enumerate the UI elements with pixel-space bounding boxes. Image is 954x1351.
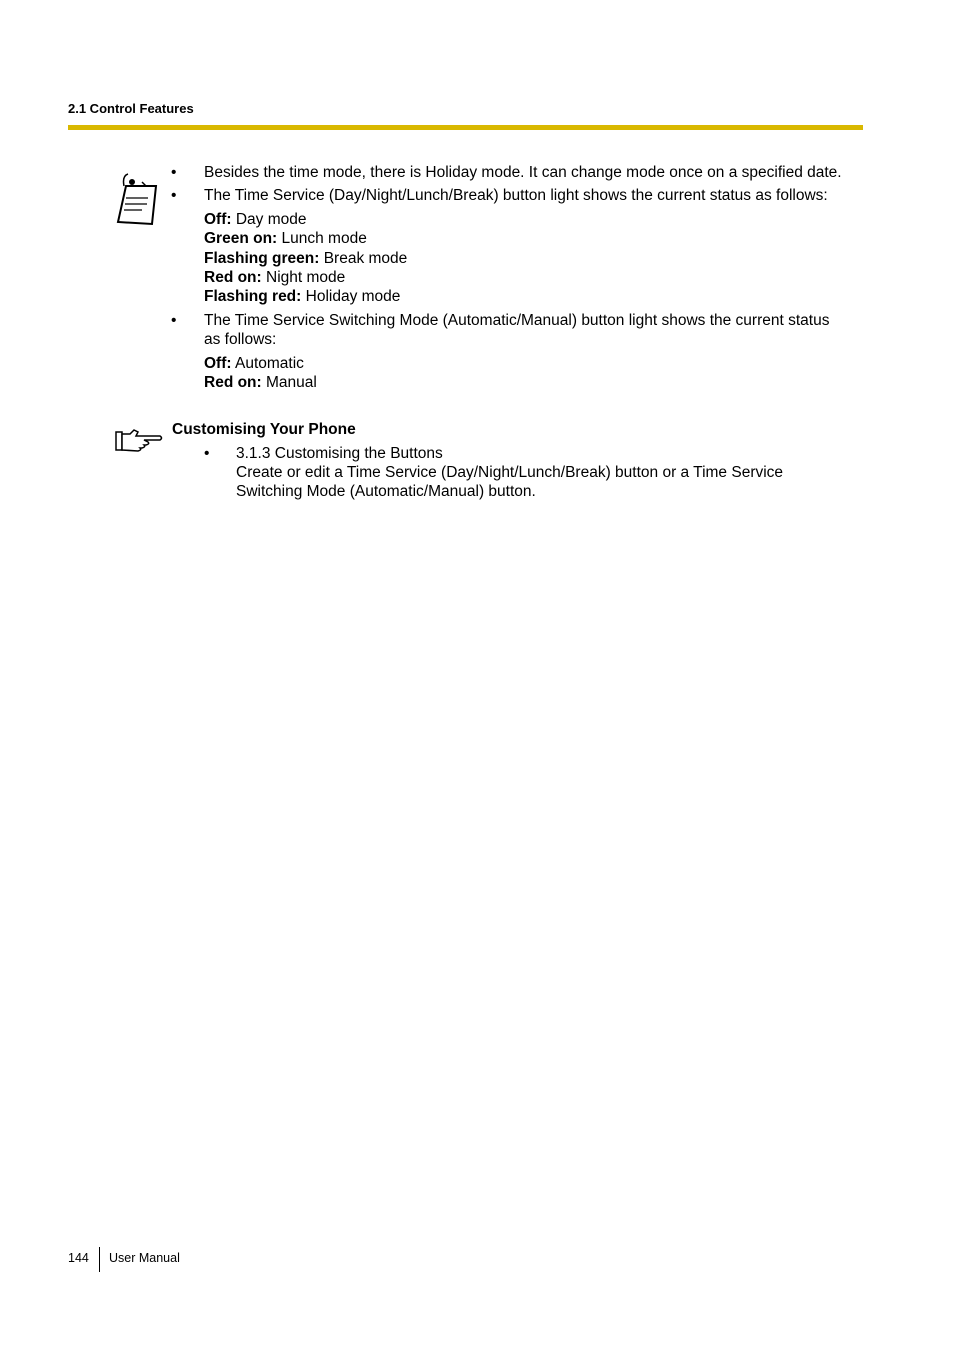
status-label: Green on: [204,230,278,247]
note-bullet-2: The Time Service (Day/Night/Lunch/Break) button light shows the current status as follows: [204,187,828,204]
header-rule [68,125,863,130]
status-item [204,229,367,248]
switching-item [204,373,317,392]
status-value: Break mode [323,250,408,267]
status-item [204,249,407,268]
note-bullet-3-line1: The Time Service Switching Mode (Automatic/Manual) button light shows the current status [204,312,830,329]
switching-item [204,354,304,373]
status-item [204,210,307,229]
reference-title: Customising Your Phone [172,421,356,438]
status-label: Red on: [204,269,262,286]
status-label: Flashing red: [204,288,302,305]
status-item [204,287,400,306]
reference-desc-line2: Switching Mode (Automatic/Manual) button. [236,483,536,500]
page-number: 144 [68,1251,89,1265]
status-value: Day mode [235,211,307,228]
pointing-hand-icon [114,426,164,454]
reference-link[interactable]: 3.1.3 Customising the Buttons [236,445,443,462]
bullet-marker: • [171,164,177,181]
status-label: Off: [204,211,232,228]
reference-desc-line1: Create or edit a Time Service (Day/Night/Lunch/Break) button or a Time Service [236,464,784,481]
section-header: 2.1 Control Features [68,101,194,116]
status-value: Night mode [266,269,346,286]
status-label: Flashing green: [204,250,320,267]
switching-label: Red on: [204,374,262,391]
switching-value: Manual [266,374,317,391]
note-bullet-3-line2: as follows: [204,331,277,348]
note-pad-icon [112,168,164,228]
switching-label: Off: [204,355,232,372]
bullet-marker: • [171,187,177,204]
note-bullet-1: Besides the time mode, there is Holiday mode. It can change mode once on a specified date. [204,164,842,181]
status-value: Holiday mode [305,288,401,305]
bullet-marker: • [204,445,210,462]
bullet-marker: • [171,312,177,329]
footer-divider [99,1247,100,1272]
footer-label: User Manual [109,1251,180,1265]
switching-value: Automatic [235,355,304,372]
status-item [204,268,345,287]
status-value: Lunch mode [281,230,367,247]
